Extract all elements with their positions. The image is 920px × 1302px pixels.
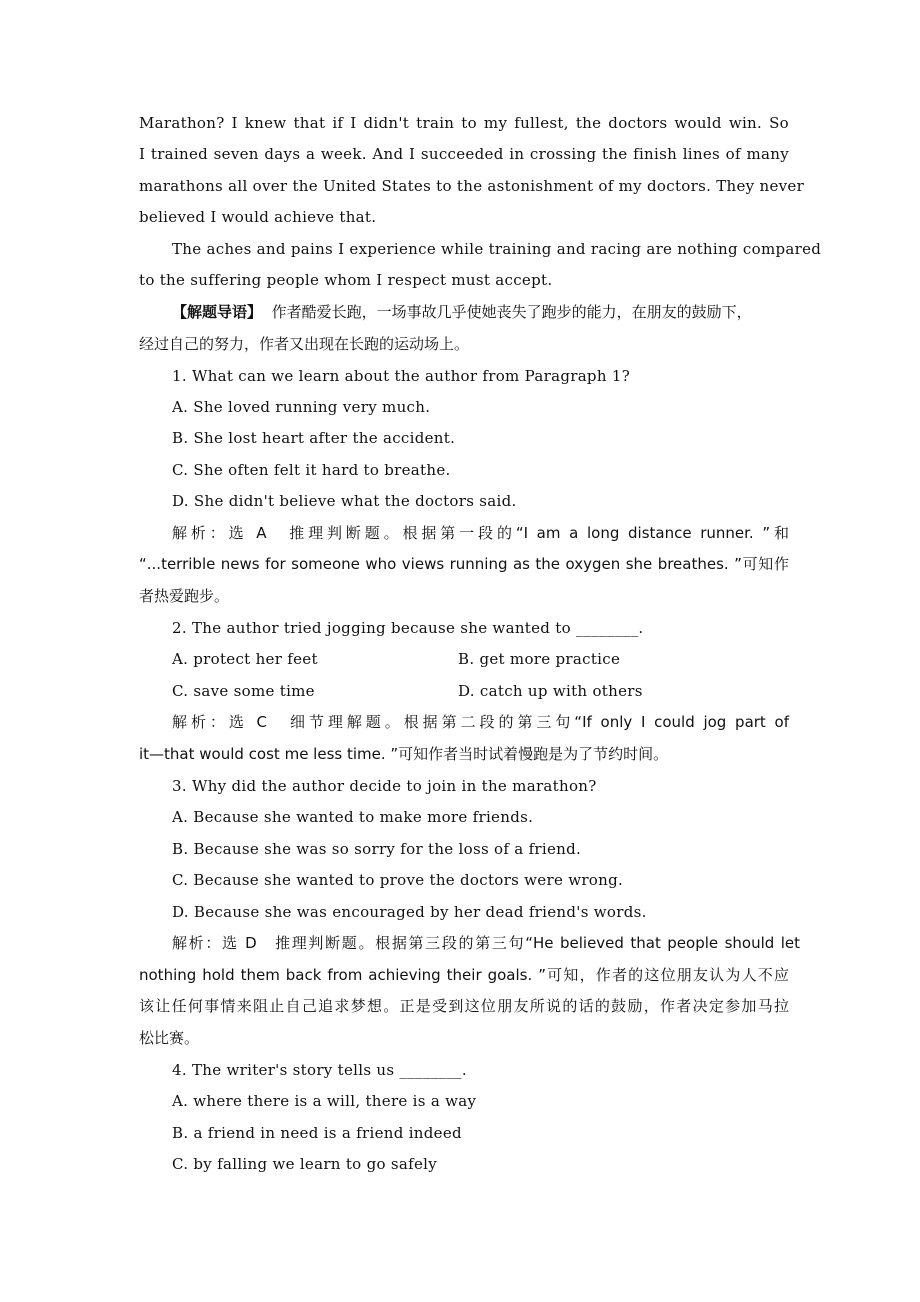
- q3-analysis: 松比赛。: [139, 1029, 200, 1047]
- q3-analysis: 解析：选 D 推理判断题。根据第三段的第三句“He believed that people should let: [172, 934, 800, 952]
- q2-option-a: A. protect her feet: [172, 650, 318, 668]
- passage-line: I trained seven days a week. And I succeeded in crossing the finish lines of many: [139, 145, 789, 163]
- passage-line: to the suffering people whom I respect must accept.: [139, 271, 553, 289]
- passage-line: Marathon? I knew that if I didn't train to my fullest, the doctors would win. So: [139, 114, 789, 132]
- passage-line: believed I would achieve that.: [139, 208, 377, 226]
- q4-option-c: C. by falling we learn to go safely: [172, 1155, 438, 1173]
- q3-option-a: A. Because she wanted to make more friends.: [172, 808, 534, 826]
- guide-label: 【解题导语】: [172, 303, 263, 321]
- question-1-stem: 1. What can we learn about the author from Paragraph 1?: [172, 367, 631, 385]
- q2-options-row-2: [172, 681, 822, 701]
- q4-option-b: B. a friend in need is a friend indeed: [172, 1124, 462, 1142]
- passage-line: marathons all over the United States to the astonishment of my doctors. They never: [139, 177, 805, 195]
- q1-analysis: 者热爱跑步。: [139, 587, 230, 605]
- q1-analysis: “...terrible news for someone who views running as the oxygen she breathes. ”可知作: [139, 555, 789, 573]
- q3-option-c: C. Because she wanted to prove the doctors were wrong.: [172, 871, 624, 889]
- guide-line-2: 经过自己的努力，作者又出现在长跑的运动场上。: [139, 335, 470, 353]
- q2-analysis: 解析：选 C 细节理解题。根据第二段的第三句“If only I could jog part of: [172, 713, 789, 731]
- q3-option-d: D. Because she was encouraged by her dead friend's words.: [172, 903, 647, 921]
- q1-analysis: 解析：选 A 推理判断题。根据第一段的“I am a long distance runner. ”和: [172, 524, 789, 542]
- question-3-stem: 3. Why did the author decide to join in the marathon?: [172, 777, 597, 795]
- q2-option-c: C. save some time: [172, 682, 315, 700]
- q2-analysis: it—that would cost me less time. ”可知作者当时试着慢跑是为了节约时间。: [139, 745, 669, 763]
- q4-option-a: A. where there is a will, there is a way: [172, 1092, 477, 1110]
- question-2-stem: 2. The author tried jogging because she wanted to ________.: [172, 619, 644, 637]
- q3-analysis: 该让任何事情来阻止自己追求梦想。正是受到这位朋友所说的话的鼓励，作者决定参加马拉: [139, 997, 789, 1015]
- q1-option-c: C. She often felt it hard to breathe.: [172, 461, 451, 479]
- q2-option-b: B. get more practice: [458, 650, 621, 668]
- q1-option-d: D. She didn't believe what the doctors said.: [172, 492, 517, 510]
- guide-line: [172, 302, 789, 322]
- q3-analysis: nothing hold them back from achieving their goals. ”可知，作者的这位朋友认为人不应: [139, 966, 789, 984]
- q1-option-b: B. She lost heart after the accident.: [172, 429, 456, 447]
- q2-options-row-1: [172, 649, 822, 669]
- guide-text: 作者酷爱长跑，一场事故几乎使她丧失了跑步的能力，在朋友的鼓励下，: [271, 303, 752, 321]
- question-4-stem: 4. The writer's story tells us ________.: [172, 1061, 467, 1079]
- q3-option-b: B. Because she was so sorry for the loss of a friend.: [172, 840, 582, 858]
- passage-line: The aches and pains I experience while training and racing are nothing compared: [172, 240, 822, 258]
- q2-option-d: D. catch up with others: [458, 682, 643, 700]
- q1-option-a: A. She loved running very much.: [172, 398, 431, 416]
